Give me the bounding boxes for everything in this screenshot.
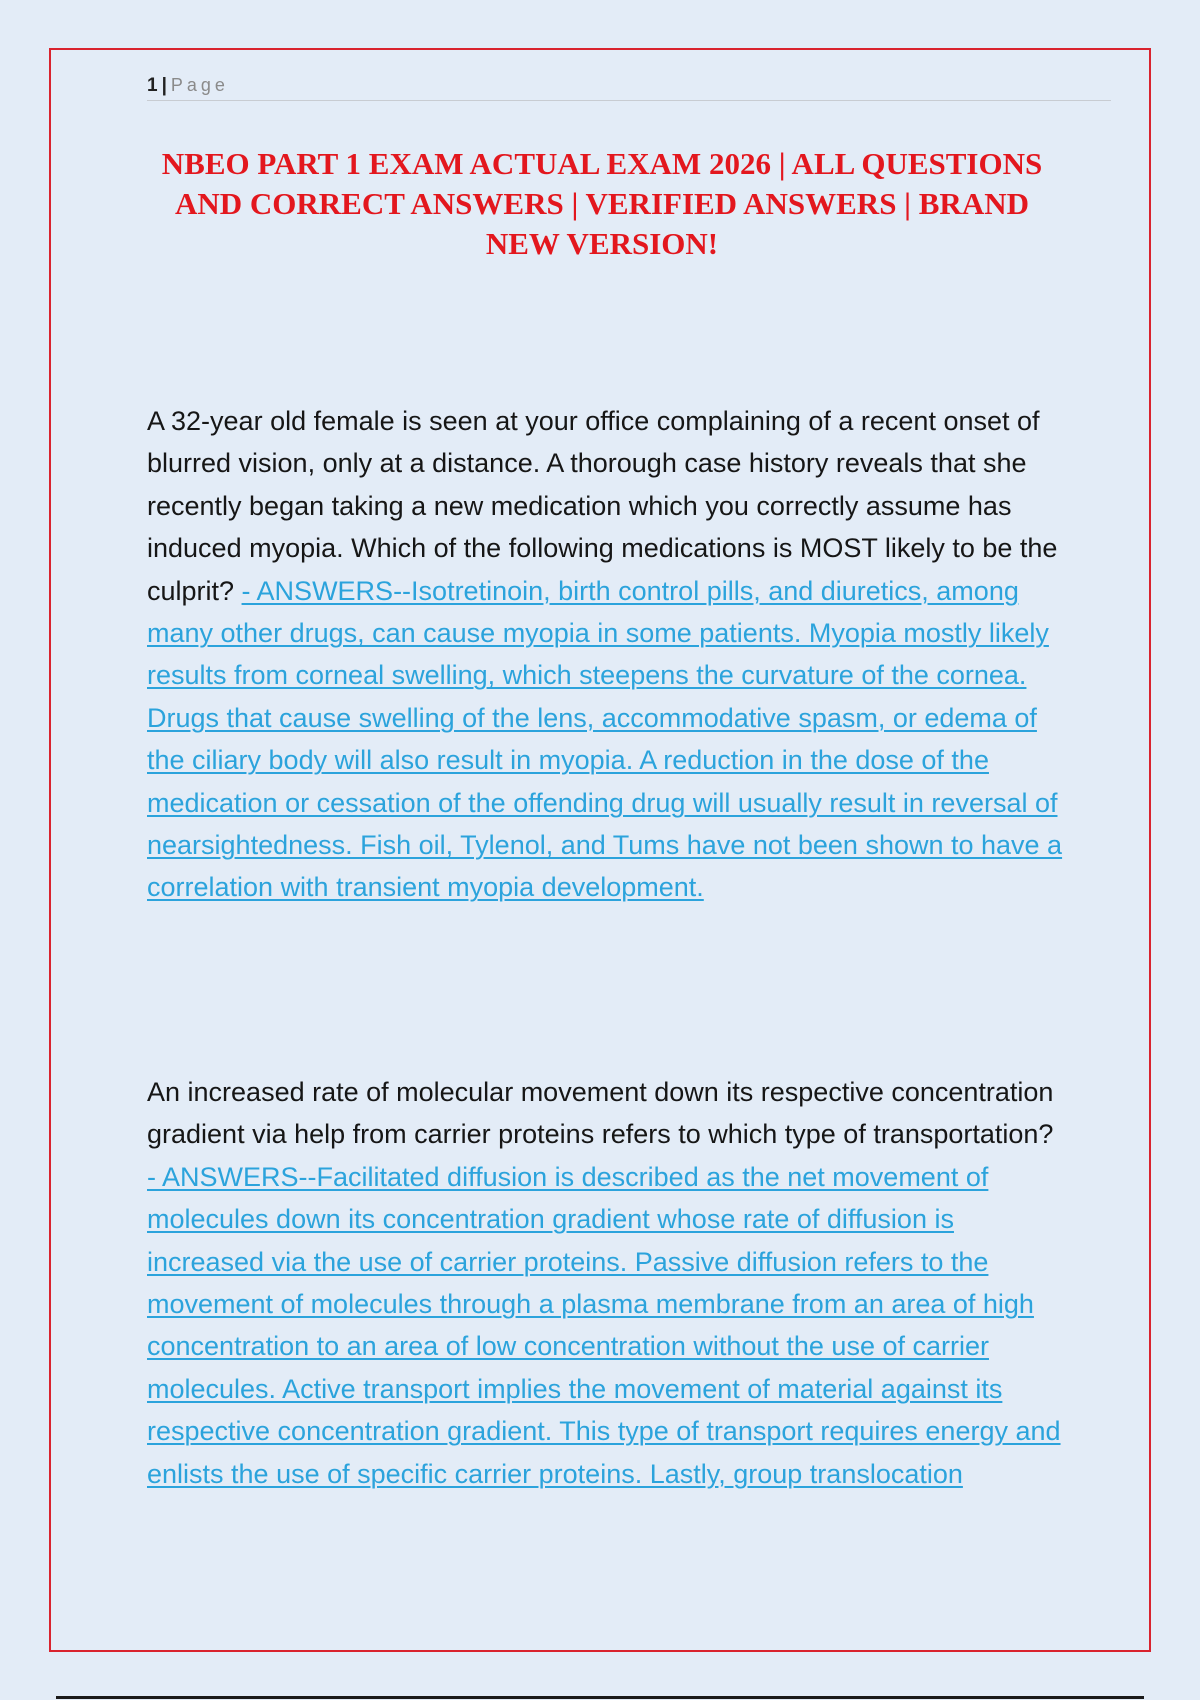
question-text-2: An increased rate of molecular movement down its respective concentration gradient via help from carrier proteins refers to which type of transportation? (147, 1077, 1054, 1150)
question-text-1: A 32-year old female is seen at your office complaining of a recent onset of blurred vision, only at a distance. A thorough case history reveals that she recently began taking a new medication which you correctly assume has induced myopia. Which of the following medications is MOST likely to be the culprit? (147, 406, 1058, 606)
page-header (147, 72, 1111, 101)
page-frame (49, 48, 1151, 1652)
question-block-2 (147, 1071, 1067, 1495)
page-number: 1 (147, 75, 158, 96)
document-title: NBEO PART 1 EXAM ACTUAL EXAM 2026 | ALL QUESTIONS AND CORRECT ANSWERS | VERIFIED ANSWERS | BRAND NEW VERSION! (161, 146, 1043, 261)
answer-text-2: - ANSWERS--Facilitated diffusion is described as the net movement of molecules down its concentration gradient whose rate of diffusion is increased via the use of carrier proteins. Passive diffusion refers to the movement of molecules through a plasma membrane from an area of high concentration to an area of low concentration without the use of carrier molecules. Active transport implies the movement of material against its respective concentration gradient. This type of transport requires energy and enlists the use of specific carrier proteins. Lastly, group translocation (147, 1161, 1061, 1489)
bottom-rule (56, 1696, 1144, 1699)
page-separator: | (161, 75, 167, 96)
page-word: Page (170, 75, 229, 95)
answer-text-1: - ANSWERS--Isotretinoin, birth control pills, and diuretics, among many other drugs, can cause myopia in some patients. Myopia mostly likely results from corneal swelling, which steepens the curvature of the cornea. Drugs that cause swelling of the lens, accommodative spasm, or edema of the ciliary body will also result in myopia. A reduction in the dose of the medication or cessation of the offending drug will usually result in reversal of nearsightedness. Fish oil, Tylenol, and Tums have not been shown to have a correlation with transient myopia development. (147, 575, 1063, 903)
question-block-1 (147, 400, 1067, 909)
